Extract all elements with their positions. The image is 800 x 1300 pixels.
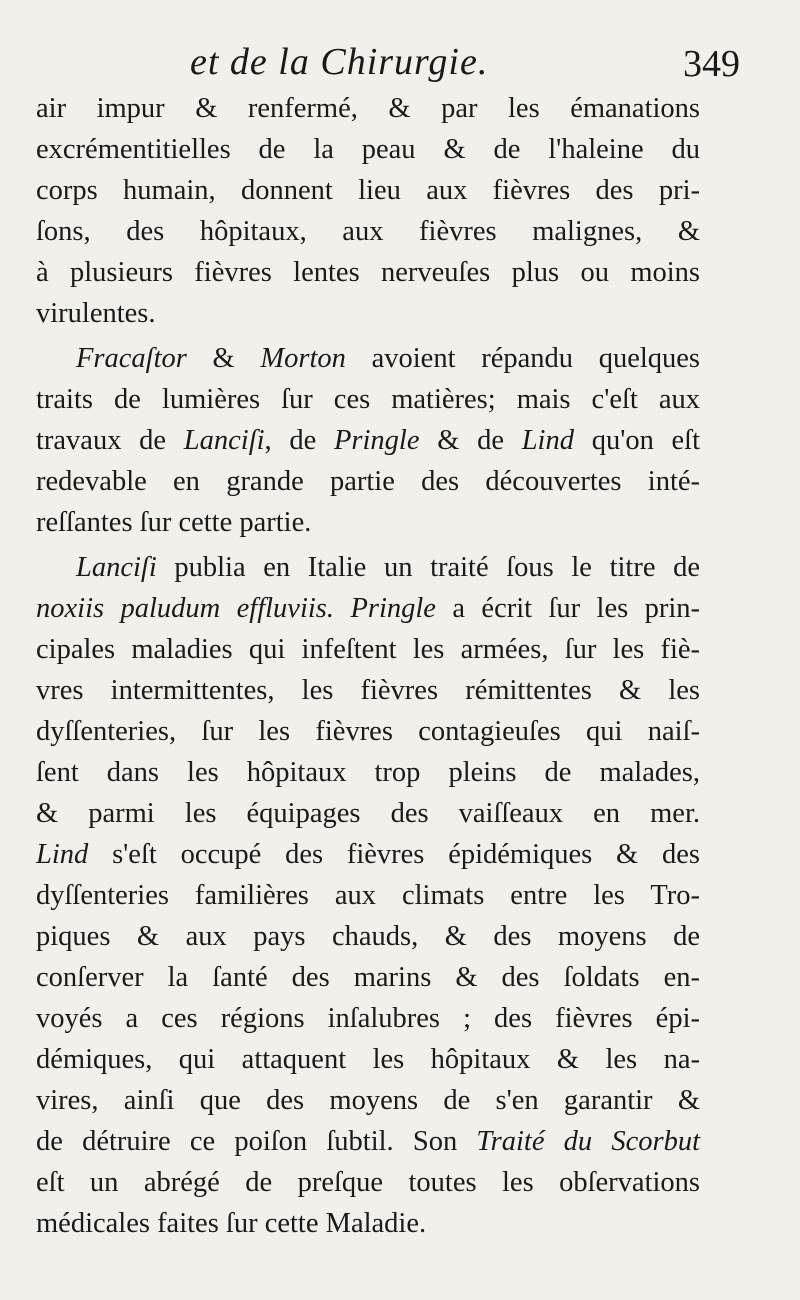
work-title: Traité du Scorbut	[476, 1126, 700, 1157]
text-line: Lanciſi publia en Italie un traité ſous le titre de	[76, 552, 700, 583]
text-line: virulentes.	[36, 298, 156, 329]
text-line: ſent dans les hôpitaux trop pleins de malades,	[36, 757, 700, 788]
text-line: dyſſenteries familières aux climats entre les Tro-	[36, 880, 700, 911]
text-line: traits de lumières ſur ces matières; mais c'eſt aux	[36, 384, 700, 415]
person-name: Pringle	[334, 425, 420, 456]
text-line: reſſantes ſur cette partie.	[36, 507, 312, 538]
text-line: conſerver la ſanté des marins & des ſoldats en-	[36, 962, 700, 993]
text-line: vires, ainſi que des moyens de s'en garantir &	[36, 1085, 700, 1116]
text-line: de détruire ce poiſon ſubtil. Son Traité du Scorbut	[36, 1126, 700, 1157]
text-line: travaux de Lanciſi, de Pringle & de Lind qu'on eſt	[36, 425, 701, 456]
text-line: médicales faites ſur cette Maladie.	[36, 1208, 427, 1239]
text-line: vres intermittentes, les fièvres rémittentes & les	[36, 675, 700, 706]
text-line: corps humain, donnent lieu aux fièvres des pri-	[36, 175, 700, 206]
text-line: Fracaſtor & Morton avoient répandu quelques	[76, 343, 700, 374]
text-line: Lind s'eſt occupé des fièvres épidémiques & des	[36, 839, 700, 870]
person-name: Lanciſi	[183, 425, 265, 456]
text-line: piques & aux pays chauds, & des moyens de	[36, 921, 700, 952]
text-line: air impur & renfermé, & par les émanations	[36, 93, 700, 124]
text-line: excrémentitielles de la peau & de l'haleine du	[36, 134, 700, 165]
person-name: Lind	[36, 839, 89, 870]
person-name: Lanciſi	[76, 552, 157, 583]
text-line: eſt un abrégé de preſque toutes les obſervations	[36, 1167, 700, 1198]
text-line: à plusieurs fièvres lentes nerveuſes plus ou moins	[36, 257, 700, 288]
person-name: Lind	[521, 425, 574, 456]
text-line: & parmi les équipages des vaiſſeaux en mer.	[36, 798, 700, 829]
person-name: Fracaſtor	[76, 343, 187, 374]
text-line: voyés a ces régions inſalubres ; des fièvres épi-	[36, 1003, 700, 1034]
work-title: noxiis paludum effluviis.	[36, 593, 335, 624]
text-line: redevable en grande partie des découvertes inté-	[36, 466, 700, 497]
body-text	[36, 88, 700, 1244]
text-line: ſons, des hôpitaux, aux fièvres malignes, &	[36, 216, 700, 247]
person-name: Morton	[260, 343, 346, 374]
page-number: 349	[683, 43, 740, 85]
running-title: et de la Chirurgie.	[190, 41, 489, 83]
text-line: noxiis paludum effluviis. Pringle a écrit ſur les prin-	[36, 593, 701, 624]
text-line: cipales maladies qui infeſtent les armées, ſur les fiè-	[36, 634, 700, 665]
text-line: dyſſenteries, ſur les fièvres contagieuſes qui naiſ-	[36, 716, 700, 747]
text-line: démiques, qui attaquent les hôpitaux & les na-	[36, 1044, 700, 1075]
person-name: Pringle	[350, 593, 436, 624]
